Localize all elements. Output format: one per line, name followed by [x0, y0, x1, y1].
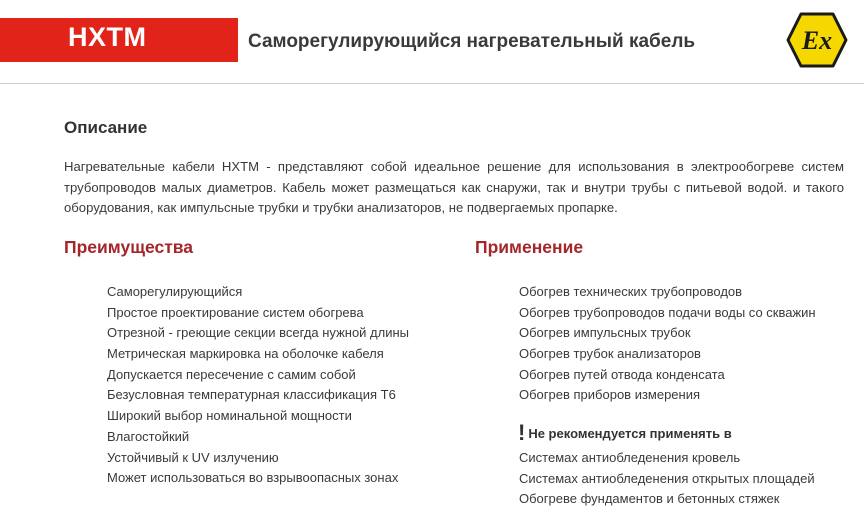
list-item: Влагостойкий	[107, 428, 190, 444]
description-text: Нагревательные кабели HXTM - представляют собой идеальное решение для использования в электрообогреве систем трубопроводов малых диаметров. Кабель может размещаться как снаружи, так и внутри трубы с питьевой водой. и такого оборудования, как импульсные трубки и трубки анализаторов, не подвергаемых пропарке.	[64, 159, 844, 215]
list-item: Системах антиобледенения открытых площадей	[519, 470, 815, 486]
applications-list	[519, 282, 816, 406]
list-item: Обогрев трубок анализаторов	[519, 346, 701, 362]
description-title: Описание	[64, 118, 148, 137]
applications-title: Применение	[475, 237, 584, 257]
list-item: Системах антиобледенения кровель	[519, 450, 741, 465]
not-recommended-list	[519, 448, 815, 510]
list-item: Отрезной - греющие секции всегда нужной длины	[107, 325, 410, 341]
list-item: Обогрев путей отвода конденсата	[519, 366, 725, 382]
product-title: Саморегулирующийся нагревательный кабель	[248, 31, 696, 52]
list-item: Саморегулирующийся	[107, 284, 243, 299]
list-item: Широкий выбор номинальной мощности	[107, 408, 352, 424]
exclamation-icon: !	[518, 420, 526, 445]
ex-mark-text: Ex	[801, 26, 833, 55]
list-item: Может использоваться во взрывоопасных зонах	[107, 470, 399, 486]
product-code: HXTM	[68, 22, 147, 52]
list-item: Обогрев приборов измерения	[519, 387, 701, 403]
list-item: Допускается пересечение с самим собой	[107, 366, 356, 382]
list-item: Обогреве фундаментов и бетонных стяжек	[519, 491, 780, 507]
list-item: Устойчивый к UV излучению	[107, 449, 279, 465]
not-recommended-title: Не рекомендуется применять в	[528, 426, 732, 441]
product-code-banner	[0, 18, 238, 62]
list-item: Метрическая маркировка на оболочке кабеля	[107, 346, 384, 362]
page-header	[0, 0, 864, 84]
not-recommended-heading	[518, 420, 732, 446]
advantages-list	[107, 282, 409, 489]
list-item: Обогрев импульсных трубок	[519, 325, 691, 341]
list-item: Обогрев трубопроводов подачи воды со скважин	[519, 304, 816, 320]
advantages-title: Преимущества	[64, 237, 194, 257]
list-item: Безусловная температурная классификация Т6	[107, 387, 396, 403]
list-item: Обогрев технических трубопроводов	[519, 284, 743, 299]
ex-hazard-icon	[786, 12, 848, 68]
list-item: Простое проектирование систем обогрева	[107, 304, 364, 320]
